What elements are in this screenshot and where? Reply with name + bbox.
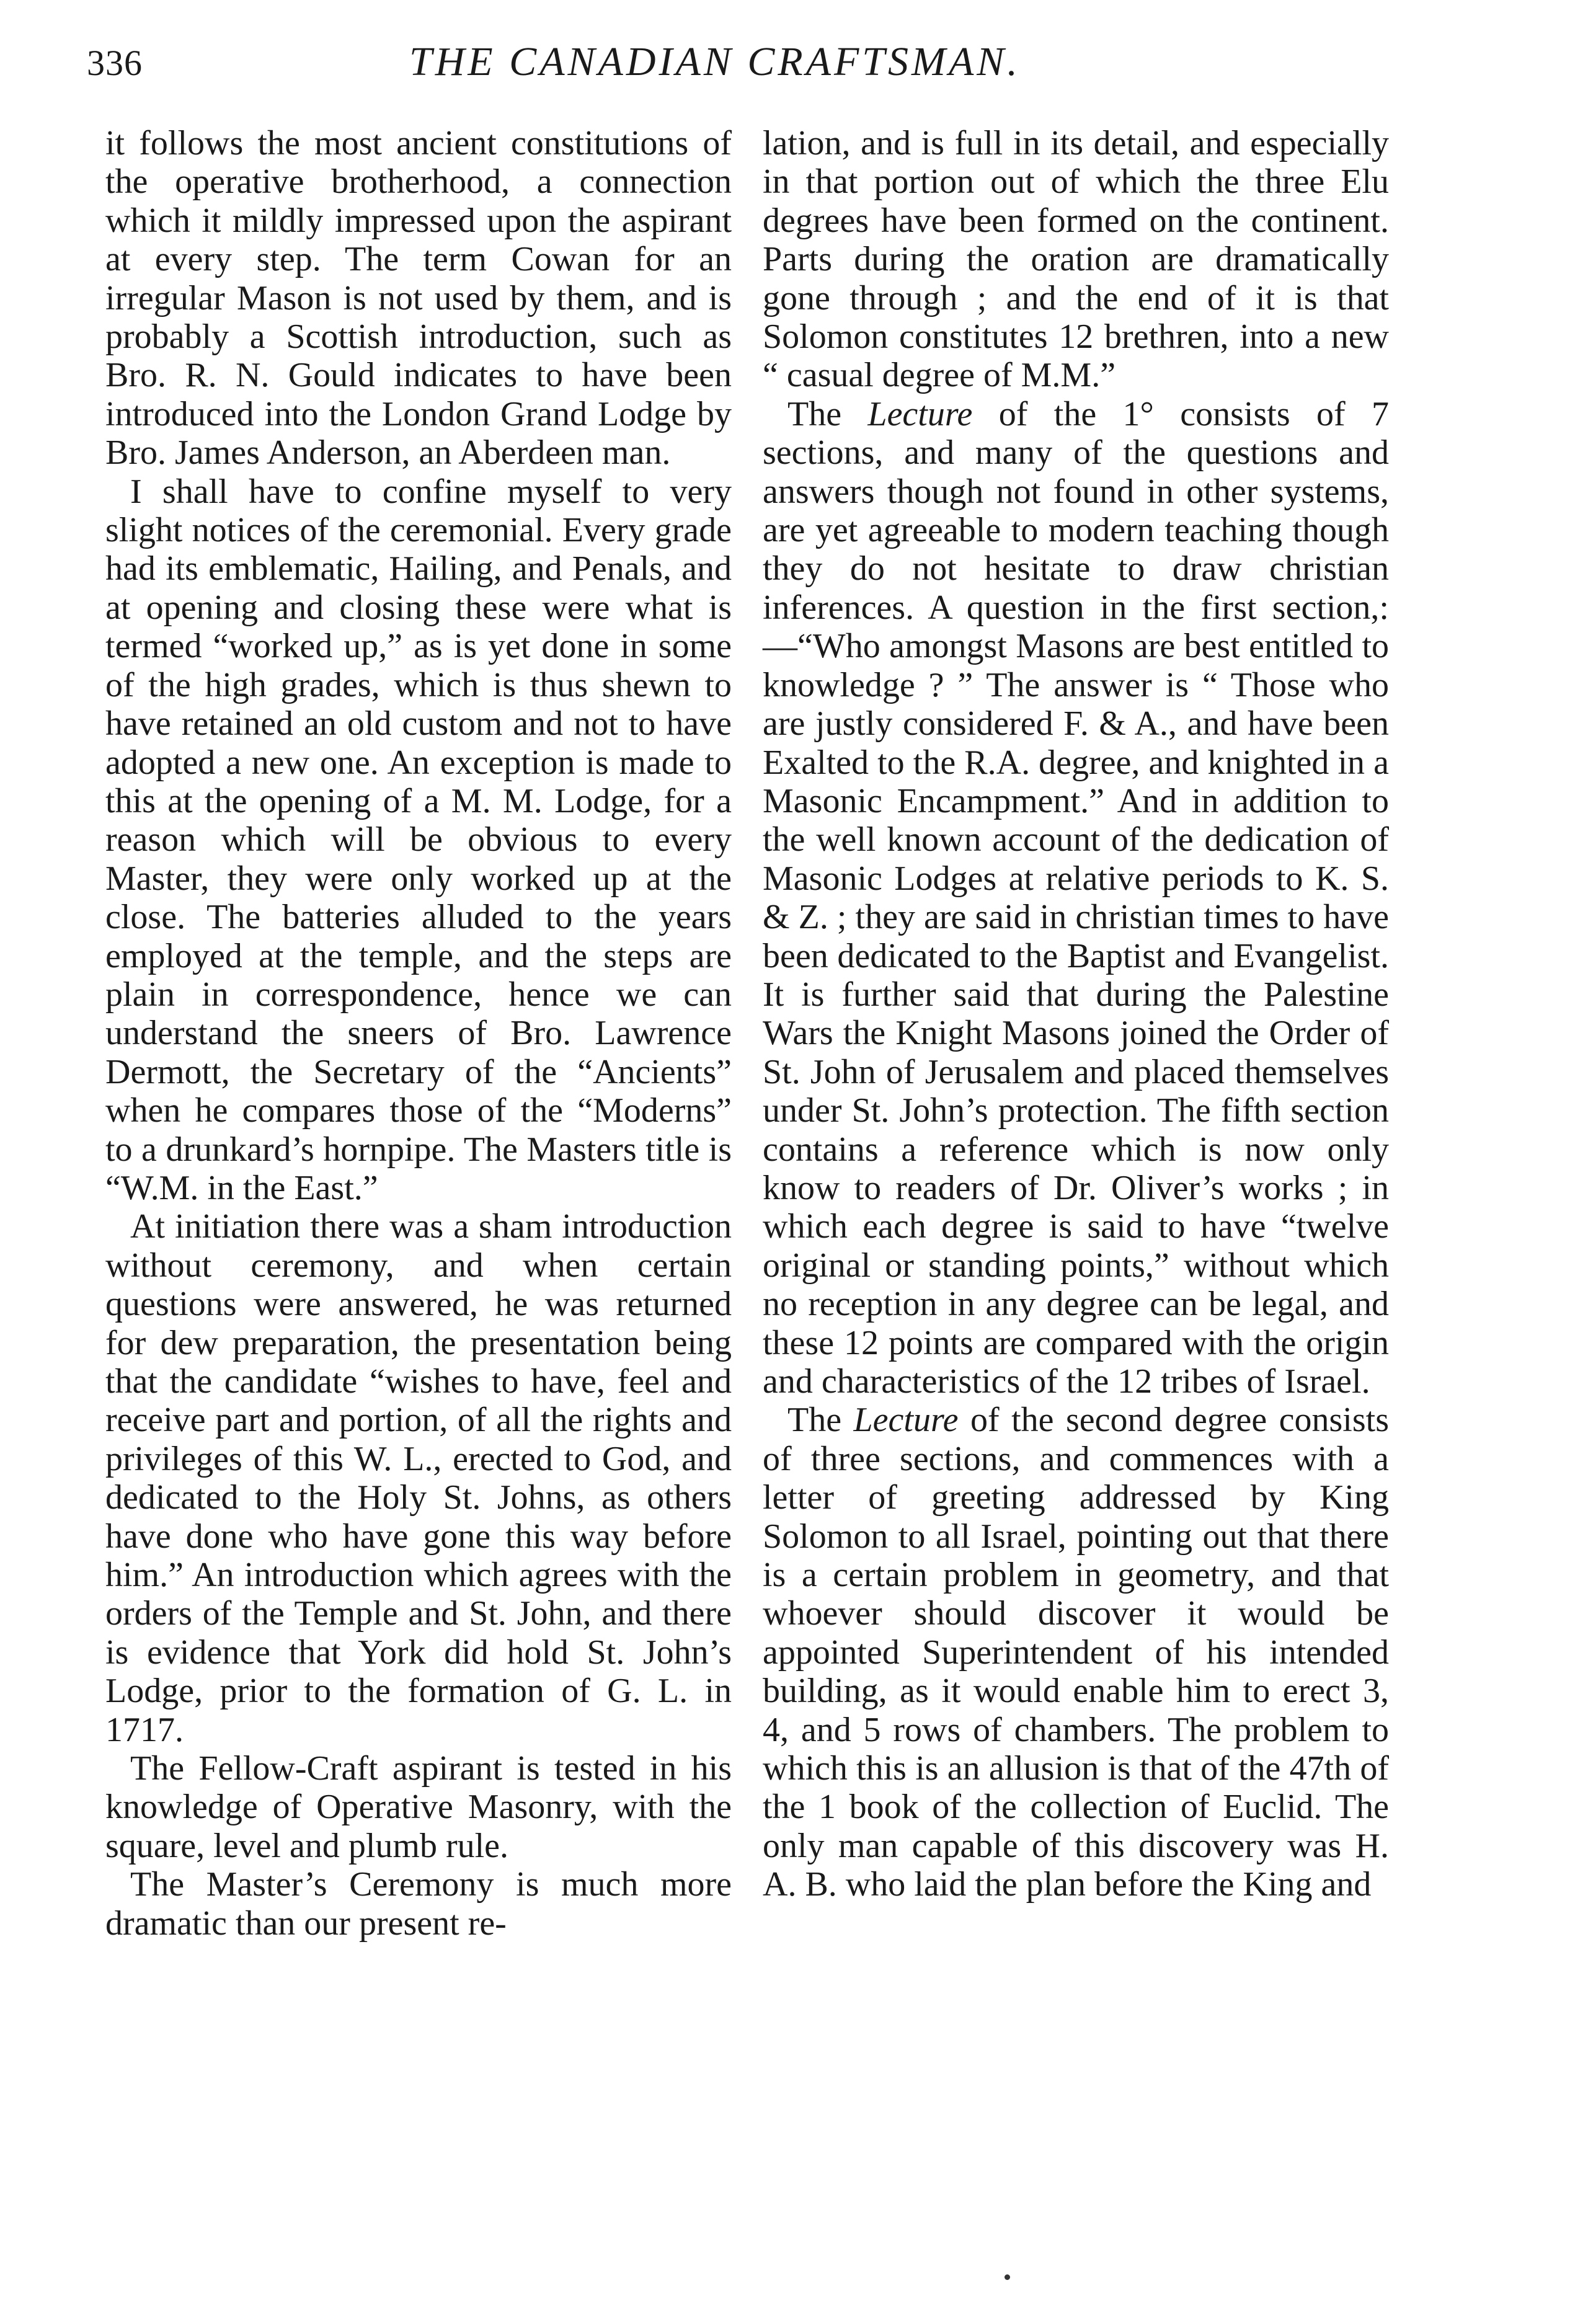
right-paragraph-3 [763,1401,1389,1904]
page-header [87,36,1395,104]
left-paragraph-4: The Fellow-Craft aspirant is tested in his knowledge of Operative Masonry, with the square, level and plumb rule. [105,1749,732,1865]
right-paragraph-3-body: of the second degree consists of three sections, and commences with a letter of greeting addressed by King Solomon to all Israel, pointing out that there is a certain problem in geometry, and that whoever should discover it would be appointed Superintendent of his intended building, as it would enable him to erect 3, 4, and 5 rows of chambers. The problem to which this is an allusion is that of the 47th of the 1 book of the collection of Euclid. The only man capable of this discovery was H. A. B. who laid the plan before the King and [763,1401,1389,1904]
left-paragraph-2: I shall have to confine myself to very slight notices of the ceremonial. Every grade had its emblematic, Hailing, and Penals, and at opening and closing these were what is termed “worked up,” as is yet done in some of the high grades, which is thus shewn to have retained an old custom and not to have adopted a new one. An exception is made to this at the opening of a M. M. Lodge, for a reason which will be obvious to every Master, they were only worked up at the close. The batteries alluded to the years employed at the temple, and the steps are plain in correspondence, hence we can understand the sneers of Bro. Lawrence Dermott, the Secretary of the “Ancients” when he compares those of the “Moderns” to a drunkard’s hornpipe. The Masters title is “W.M. in the East.” [105,472,732,1207]
right-paragraph-2-start: The [787,394,868,433]
right-paragraph-2-body: of the 1° consists of 7 sections, and many of the questions and answers though not found in other systems, are yet agreeable to modern teaching though they do not hesitate to draw christian inferences. A question in the first section,:—“Who amongst Masons are best entitled to knowledge ? ” The answer is “ Those who are justly considered F. & A., and have been Exalted to the R.A. degree, and knighted in a Masonic Encampment.” And in addition to the well known account of the dedication of Masonic Lodges at relative periods to K. S. & Z. ; they are said in christian times to have been dedicated to the Baptist and Evangelist. It is further said that during the Palestine Wars the Knight Masons joined the Order of St. John of Jerusalem and placed themselves under St. John’s protection. The fifth section contains a reference which is now only know to readers of Dr. Oliver’s works ; in which each degree is said to have “twelve original or standing points,” without which no reception in any degree can be legal, and these 12 points are compared with the origin and characteristics of the 12 tribes of Israel. [763,394,1389,1401]
lecture-italic: Lecture [853,1401,959,1440]
running-title: THE CANADIAN CRAFTSMAN. [409,39,1021,84]
left-column [105,124,732,1943]
left-paragraph-1: it follows the most ancient constitutions of the operative brotherhood, a connection which it mildly impressed upon the aspirant at every step. The term Cowan for an irregular Mason is not used by them, and is probably a Scottish introduction, such as Bro. R. N. Gould indicates to have been introduced into the London Grand Lodge by Bro. James Anderson, an Aberdeen man. [105,124,732,472]
right-paragraph-2 [763,395,1389,1401]
left-paragraph-3: At initiation there was a sham introduction without ceremony, and when certain questions were answered, he was returned for dew preparation, the presentation being that the candidate “wishes to have, feel and receive part and portion, of all the rights and privileges of this W. L., erected to God, and dedicated to the Holy St. Johns, as others have done who have gone this way before him.” An introduction which agrees with the orders of the Temple and St. John, and there is evidence that York did hold St. John’s Lodge, prior to the formation of G. L. in 1717. [105,1207,732,1749]
right-paragraph-1: lation, and is full in its detail, and especially in that portion out of which the three Elu degrees have been formed on the continent. Parts during the oration are dramatically gone through ; and the end of it is that Solomon constitutes 12 brethren, into a new “ casual degree of M.M.” [763,124,1389,395]
right-paragraph-3-start: The [787,1401,854,1440]
right-column [763,124,1389,1904]
page-number: 336 [87,43,143,83]
left-paragraph-5: The Master’s Ceremony is much more dramatic than our present re- [105,1865,732,1943]
lecture-italic: Lecture [867,394,973,433]
print-speck [1005,2274,1010,2280]
